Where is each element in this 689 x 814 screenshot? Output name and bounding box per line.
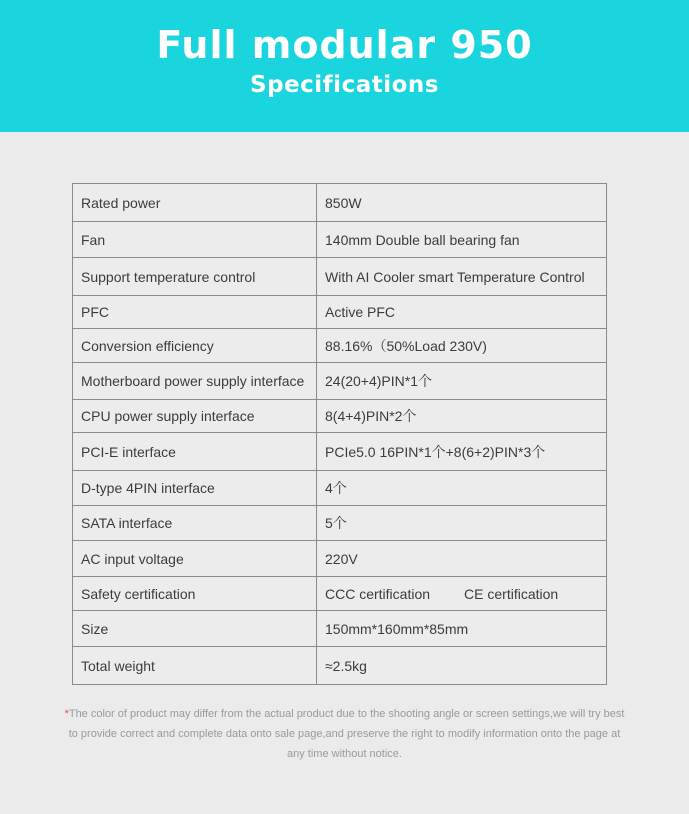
table-row <box>73 506 607 541</box>
spec-label: CPU power supply interface <box>73 400 317 433</box>
spec-table <box>72 183 607 685</box>
spec-label: Total weight <box>73 647 317 685</box>
disclaimer-note <box>62 704 627 764</box>
table-row <box>73 577 607 611</box>
page-title: Full modular 950 <box>156 23 533 67</box>
spec-value: 8(4+4)PIN*2个 <box>317 400 607 433</box>
table-row <box>73 184 607 222</box>
spec-label: Fan <box>73 222 317 258</box>
spec-label: SATA interface <box>73 506 317 541</box>
spec-value-part: CE certification <box>464 585 559 602</box>
spec-value: 88.16%（50%Load 230V) <box>317 329 607 363</box>
spec-value: 5个 <box>317 506 607 541</box>
spec-label: PFC <box>73 296 317 329</box>
spec-label: PCI-E interface <box>73 433 317 471</box>
note-asterisk: * <box>64 708 69 720</box>
table-row <box>73 541 607 577</box>
table-row <box>73 329 607 363</box>
header-banner <box>0 0 689 132</box>
spec-value <box>317 577 607 611</box>
spec-value: 150mm*160mm*85mm <box>317 611 607 647</box>
spec-label: Support temperature control <box>73 258 317 296</box>
spec-value: PCIe5.0 16PIN*1个+8(6+2)PIN*3个 <box>317 433 607 471</box>
table-row <box>73 433 607 471</box>
spec-label: Motherboard power supply interface <box>73 363 317 400</box>
spec-value: 140mm Double ball bearing fan <box>317 222 607 258</box>
table-row <box>73 296 607 329</box>
spec-value: 850W <box>317 184 607 222</box>
spec-label: Conversion efficiency <box>73 329 317 363</box>
spec-label: Safety certification <box>73 577 317 611</box>
spec-value: 24(20+4)PIN*1个 <box>317 363 607 400</box>
table-row <box>73 363 607 400</box>
table-row <box>73 222 607 258</box>
page-subtitle: Specifications <box>250 72 439 98</box>
table-row <box>73 611 607 647</box>
spec-value: ≈2.5kg <box>317 647 607 685</box>
spec-value: 4个 <box>317 471 607 506</box>
spec-label: Size <box>73 611 317 647</box>
table-row <box>73 647 607 685</box>
spec-label: Rated power <box>73 184 317 222</box>
spec-value: With AI Cooler smart Temperature Control <box>317 258 607 296</box>
spec-value: Active PFC <box>317 296 607 329</box>
table-row <box>73 400 607 433</box>
table-row <box>73 258 607 296</box>
spec-label: AC input voltage <box>73 541 317 577</box>
spec-label: D-type 4PIN interface <box>73 471 317 506</box>
spec-value: 220V <box>317 541 607 577</box>
table-row <box>73 471 607 506</box>
spec-value-part: CCC certification <box>325 585 431 602</box>
note-text: The color of product may differ from the actual product due to the shooting angle or screen settings,we will try best to provide correct and complete data onto sale page,and preserve the right to modify information onto the page at any time without notice. <box>68 708 625 760</box>
